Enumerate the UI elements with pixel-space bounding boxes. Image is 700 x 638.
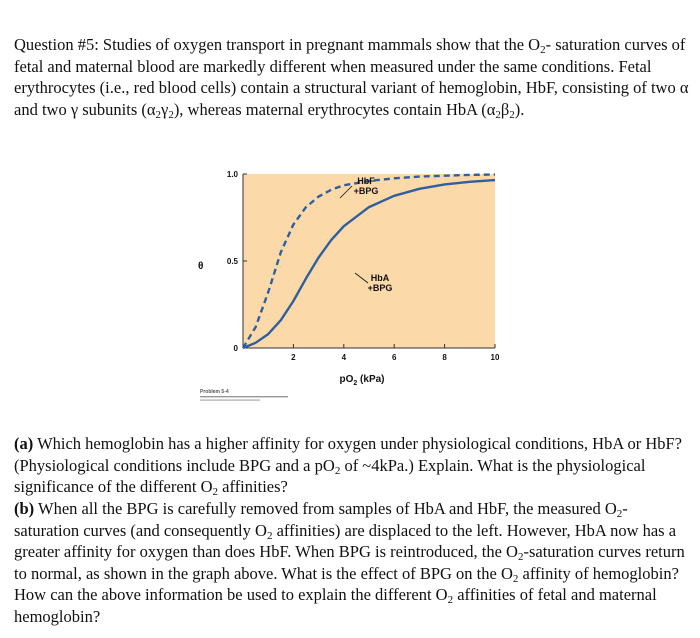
x-tick-label: 4 [341, 353, 347, 362]
x-tick-label: 6 [391, 353, 397, 362]
oxygen-saturation-chart [180, 160, 520, 420]
question-intro: Question #5: Studies of oxygen transport in pregnant mammals show that the $O_2-$ saturation curves of fetal and maternal blood are markedly different when measured under the same conditions. Fetal erythrocytes (i.e., red blood cells) contain a structural variant of hemoglobin, HbF, consisting of two α and two γ subunits $(\alpha_2\gamma_2)$, whereas maternal erythrocytes contain HbA $(\alpha_2\beta_2)$. [14, 35, 689, 121]
x-tick-label: 2 [291, 353, 296, 362]
question-heading: Question #5: [14, 35, 99, 54]
series-label-hbf: HbF [357, 176, 375, 186]
y-axis-label: θ [198, 261, 204, 272]
x-tick-label: 10 [490, 353, 500, 362]
credit-line [200, 396, 288, 397]
part-b-text: (b) When all the BPG is carefully removed from samples of HbA and HbF, the measured $O_2$-saturation curves (and consequently $O_2$ affinities) are displaced to the left. However, HbA now has a greater affinity for oxygen than does HbF. When BPG is reintroduced, the $O_2$-saturation curves return to normal, as shown in the graph above. What is the effect of BPG on the $O_2$ affinity of hemoglobin? How can the above information be used to explain the different $O_2$ affinities of fetal and maternal hemoglobin? [14, 499, 685, 626]
y-tick-label: 1.0 [226, 170, 238, 179]
y-tick-label: 0 [233, 344, 238, 353]
x-axis-label: $pO_2$ (kPa) [339, 374, 385, 387]
figure-credit [200, 388, 290, 408]
chart-svg [180, 160, 520, 420]
y-tick-label: 0.5 [226, 257, 238, 266]
part-a-label: (a) [14, 434, 34, 453]
part-b-label: (b) [14, 499, 35, 518]
series-label-hbf-bpg: +BPG [353, 186, 379, 196]
credit-text: Problem 5-4 [200, 389, 229, 395]
part-a-text: (a) Which hemoglobin has a higher affinity for oxygen under physiological conditions, HbA or HbF? (Physiological conditions include BPG and a $pO_2$ of ~4kPa.) Explain. What is the physiological significance of the different $O_2$ affinities? [14, 434, 682, 498]
credit-line [200, 400, 260, 401]
series-label-hba: HbA [370, 273, 390, 283]
x-tick-label: 8 [442, 353, 447, 362]
series-label-hba-bpg: +BPG [367, 283, 393, 293]
